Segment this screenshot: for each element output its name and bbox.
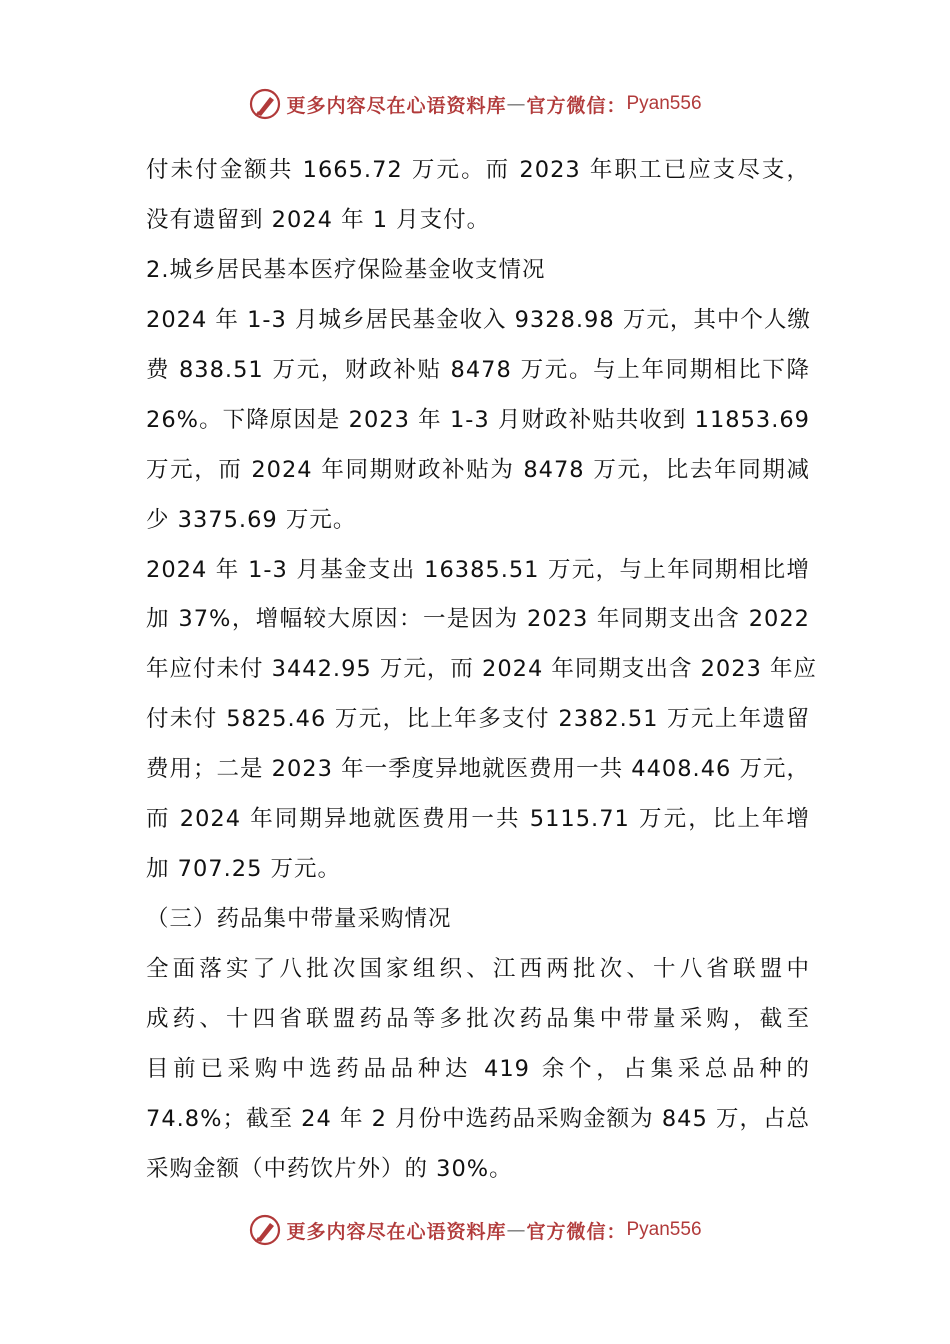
- text-line: 2024 年 1-3 月城乡居民基金收入 9328.98 万元，其中个人缴: [146, 306, 811, 333]
- text-line: 而 2024 年同期异地就医费用一共 5115.71 万元，比上年增: [146, 806, 810, 833]
- pen-nib-icon: [248, 1213, 282, 1247]
- text-line: 付未付 5825.46 万元，比上年多支付 2382.51 万元上年遗留: [146, 706, 810, 733]
- pen-nib-icon: [248, 87, 282, 121]
- text-line: 付未付金额共 1665.72 万元。而 2023 年职工已应支尽支，: [146, 157, 810, 183]
- footer-account: Pyan556: [626, 1219, 702, 1240]
- text-line: 费 838.51 万元，财政补贴 8478 万元。与上年同期相比下降: [146, 356, 810, 383]
- footer-brand: 更多内容尽在心语资料库: [286, 1220, 507, 1243]
- text-line: 少 3375.69 万元。: [146, 506, 357, 533]
- text-line: 费用；二是 2023 年一季度异地就医费用一共 4408.46 万元，: [146, 756, 810, 783]
- text-line: 加 707.25 万元。: [146, 856, 342, 883]
- section-heading: （三）药品集中带量采购情况: [146, 906, 452, 933]
- text-line: 成药、十四省联盟药品等多批次药品集中带量采购，截至: [146, 1005, 810, 1032]
- text-line: 2024 年 1-3 月基金支出 16385.51 万元，与上年同期相比增: [146, 556, 810, 583]
- header-separator: —: [506, 93, 527, 115]
- text-line: 没有遗留到 2024 年 1 月支付。: [146, 206, 491, 233]
- text-line: 年应付未付 3442.95 万元，而 2024 年同期支出含 2023 年应: [146, 656, 817, 683]
- watermark-footer: [0, 1210, 950, 1250]
- header-account-label: 官方微信：: [526, 94, 627, 117]
- footer-separator: —: [506, 1219, 527, 1241]
- text-line: 采购金额（中药饮片外）的 30%。: [146, 1155, 513, 1182]
- text-line: 加 37%，增幅较大原因：一是因为 2023 年同期支出含 2022: [146, 606, 810, 633]
- text-line: 目前已采购中选药品品种达 419 余个，占集采总品种的: [146, 1055, 810, 1082]
- text-line: 万元，而 2024 年同期财政补贴为 8478 万元，比去年同期减: [146, 456, 810, 483]
- text-line: 26%。下降原因是 2023 年 1-3 月财政补贴共收到 11853.69: [146, 406, 810, 433]
- header-account: Pyan556: [626, 93, 702, 114]
- watermark-header: [0, 84, 950, 124]
- footer-account-label: 官方微信：: [526, 1220, 627, 1243]
- text-line: 74.8%；截至 24 年 2 月份中选药品采购金额为 845 万，占总: [146, 1105, 810, 1132]
- text-line: 全面落实了八批次国家组织、江西两批次、十八省联盟中: [146, 956, 810, 982]
- document-body: [146, 146, 817, 1195]
- section-heading: 2.城乡居民基本医疗保险基金收支情况: [146, 256, 546, 283]
- header-brand: 更多内容尽在心语资料库: [286, 94, 507, 117]
